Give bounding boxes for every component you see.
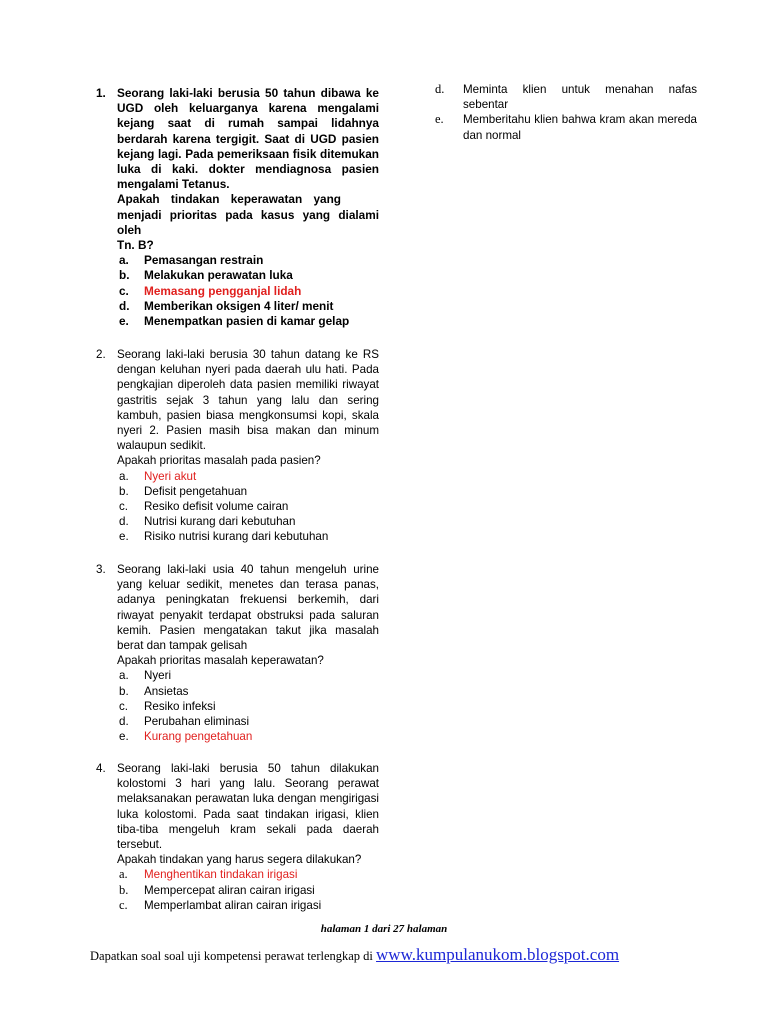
question-prompt: Apakah prioritas masalah pada pasien? (117, 454, 321, 468)
option-c: c. Memperlambat aliran cairan irigasi (119, 897, 322, 912)
answer-highlight: Menghentikan tindakan irigasi (144, 868, 298, 882)
question-prompt: Apakah tindakan yang harus segera dilakukan? (117, 853, 362, 867)
option-d: d. Nutrisi kurang dari kebutuhan (119, 515, 296, 529)
option-e: e. Risiko nutrisi kurang dari kebutuhan (119, 530, 329, 544)
question-number: 1. (96, 86, 106, 100)
question-prompt: Apakah prioritas masalah keperawatan? (117, 654, 324, 668)
option-b: b. Mempercepat aliran cairan irigasi (119, 882, 315, 897)
question-body (117, 86, 379, 329)
stem-line: UGD oleh keluarganya karena mengalami (117, 101, 379, 116)
question-stem (117, 86, 379, 253)
question-body (117, 562, 379, 744)
option-e: e. Menempatkan pasien di kamar gelap (119, 314, 350, 329)
stem-line: menjadi prioritas pada kasus yang dialami oleh (117, 207, 379, 237)
question-stem: Seorang laki-laki usia 40 tahun mengeluh urine yang keluar sedikit, menetes dan terasa panas, adanya peningkatan frekuensi berkemih, dari riwayat penyakit terdapat obstruksi pada saluran kemih. Pasien mengatakan takut jika masalah berat dan tampak gelisah (117, 563, 379, 653)
stem-line: kejang lagi. Pada pemeriksaan fisik ditemukan (117, 146, 379, 161)
option-e: e. Kurang pengetahuan (119, 730, 253, 744)
question-body (117, 761, 379, 913)
question-stem: Seorang laki-laki berusia 30 tahun datang ke RS dengan keluhan nyeri pada daerah ulu hati. Pada pengkajian diperoleh data pasien memiliki riwayat gastritis sejak 3 tahun yang lalu dan sering kambuh, pasien biasa mengkonsumsi kopi, skala nyeri 2. Pasien masih bisa makan dan minum walaupun sedikit. (117, 348, 379, 453)
option-a: a. Menghentikan tindakan irigasi (119, 867, 298, 882)
option-b: b. Melakukan perawatan luka (119, 268, 293, 283)
option-a: a. Nyeri (119, 669, 172, 683)
option-c: c. Resiko defisit volume cairan (119, 500, 289, 514)
stem-line: Apakah tindakan keperawatan yang (117, 192, 341, 207)
option-c: c. Memasang pengganjal lidah (119, 283, 302, 298)
answer-highlight: Kurang pengetahuan (144, 730, 253, 744)
option-b: b. Defisit pengetahuan (119, 484, 248, 498)
promo-text: Dapatkan soal soal uji kompetensi perawat terlengkap di (90, 949, 373, 963)
stem-line: Seorang laki-laki berusia 50 tahun dibawa ke (117, 86, 379, 100)
answer-highlight: Memasang pengganjal lidah (144, 283, 302, 298)
website-link[interactable]: www.kumpulanukom.blogspot.com (376, 945, 620, 964)
footer-promo (90, 945, 619, 965)
option-list (117, 867, 379, 913)
option-d: d. Perubahan eliminasi (119, 715, 250, 729)
stem-line: Tn. B? (117, 238, 154, 253)
option-a: a. Nyeri akut (119, 469, 197, 483)
question-number: 3. (96, 563, 106, 576)
stem-line: kejang saat di rumah sampai lidahnya (117, 116, 379, 131)
question-number: 4. (96, 762, 106, 775)
question-body (117, 347, 379, 545)
stem-line: luka di kaki. dokter mendiagnosa pasien (117, 162, 379, 177)
option-d: d. Memberikan oksigen 4 liter/ menit (119, 298, 334, 313)
stem-line: berdarah karena tergigit. Saat di UGD pasien (117, 131, 379, 146)
option-b: b. Ansietas (119, 684, 189, 698)
answer-highlight: Nyeri akut (144, 469, 197, 483)
stem-line: mengalami Tetanus. (117, 177, 230, 192)
option-list-continued (435, 82, 697, 143)
option-a: a. Pemasangan restrain (119, 253, 264, 268)
option-list (117, 469, 379, 545)
option-e: e. Memberitahu klien bahwa kram akan mereda dan normal (435, 112, 697, 142)
option-d: d. Meminta klien untuk menahan nafas sebentar (435, 82, 697, 112)
question-stem: Seorang laki-laki berusia 50 tahun dilakukan kolostomi 3 hari yang lalu. Seorang perawat melaksanakan perawatan luka dengan mengirigasi luka kolostomi. Pada saat tindakan irigasi, klien tiba-tiba mengeluh kram sekali pada daerah tersebut. (117, 762, 379, 852)
option-list (117, 668, 379, 744)
option-c: c. Resiko infeksi (119, 699, 216, 713)
page-number-label: halaman 1 dari 27 halaman (320, 923, 448, 935)
question-number: 2. (96, 348, 106, 361)
option-list (117, 253, 379, 329)
